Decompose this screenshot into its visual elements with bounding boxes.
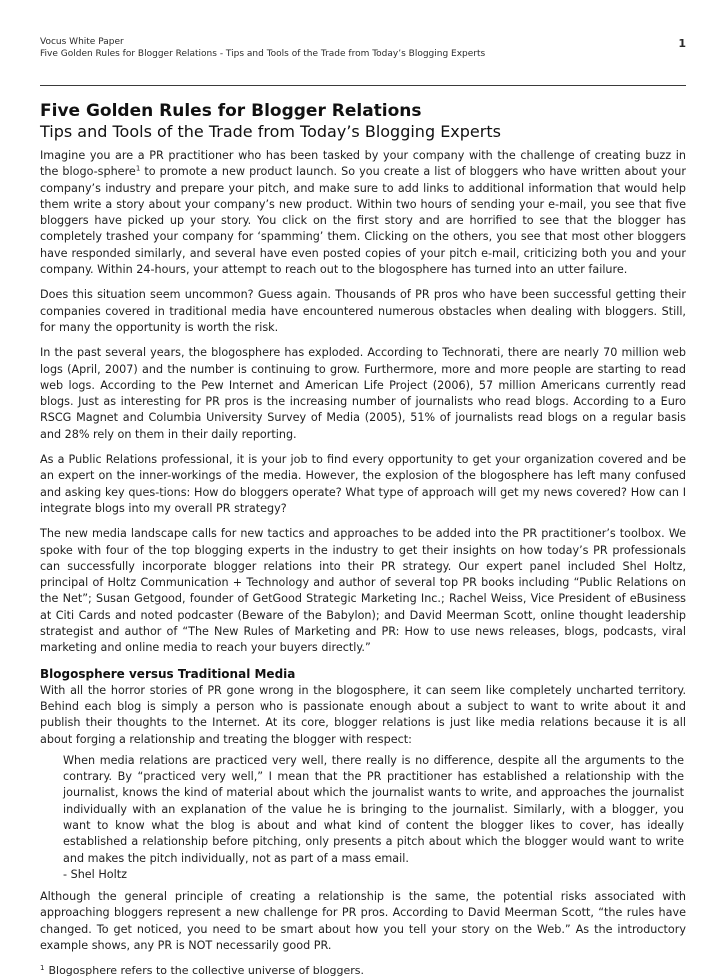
body-paragraph: The new media landscape calls for new tactics and approaches to be added into the PR practitioner’s toolbox. We spoke with four of the top blogging experts in the industry to get their insights on how today’s PR professionals can successfully incorporate blogger relations into their PR strategy. Our expert panel included Shel Holtz, principal of Holtz Communication + Technology and author of several top PR books including “Public Relations on the Net”; Susan Getgood, founder of GetGood Strategic Marketing Inc.; Rachel Weiss, Vice President of eBusiness at Citi Cards and noted podcaster (Beware of the Babylon); and David Meerman Scott, online thought leadership strategist and author of “The New Rules of Marketing and PR: How to use news releases, blogs, podcasts, viral marketing and online media to reach your buyers directly.”: [40, 527, 686, 655]
header-document-title: Five Golden Rules for Blogger Relations - Tips and Tools of the Trade from Today’s Blogging Experts: [40, 49, 486, 59]
intro-text-1: Imagine you are a PR practitioner who has been tasked by your company with the challenge of creating buzz in the blogo-sphere: [40, 149, 686, 179]
body-paragraph: As a Public Relations professional, it is your job to find every opportunity to get your organization covered and be an expert on the inner-workings of the media. However, the explosion of the blogosphere has left many confused and asking key ques-tions: How do bloggers operate? What type of approach will get my news covered? How can I integrate blogs into my overall PR strategy?: [40, 453, 686, 515]
header-publication: Vocus White Paper: [40, 37, 124, 47]
footnote-text: Blogosphere refers to the collective universe of bloggers.: [48, 964, 365, 978]
document-page: [40, 36, 686, 978]
intro-paragraph: [40, 148, 686, 278]
section-paragraph: With all the horror stories of PR gone wrong in the blogosphere, it can seem like completely uncharted territory. Behind each blog is simply a person who is passionate enough about a subject to want to write about it and publish their thoughts to the Internet. At its core, blogger relations is just like media relations because it is all about forging a relationship and treating the blogger with respect:: [40, 683, 686, 746]
footnote: [40, 963, 686, 978]
footnote-number: 1: [40, 963, 45, 972]
block-quote: [63, 753, 684, 883]
page-subtitle: Tips and Tools of the Trade from Today’s Blogging Experts: [40, 122, 501, 141]
body-paragraph: In the past several years, the blogosphere has exploded. According to Technorati, there are nearly 70 million web logs (April, 2007) and the number is continuing to grow. Furthermore, more and more people are starting to read web logs. According to the Pew Internet and American Life Project (2006), 57 million Americans currently read blogs. Just as interesting for PR pros is the increasing number of journalists who read blogs. According to a Euro RSCG Magnet and Columbia University Survey of Media (2005), 51% of journalists read blogs on a regular basis and 28% rely on them in their daily reporting.: [40, 346, 686, 441]
footnote-ref: 1: [135, 164, 141, 173]
closing-paragraph: Although the general principle of creating a relationship is the same, the potential risks associated with approaching bloggers represent a new challenge for PR pros. According to David Meerman Scott, “the rules have changed. To get noticed, you need to be smart about how you tell your story on the Web.” As the introductory example shows, any PR is NOT necessarily good PR.: [40, 890, 686, 953]
quote-text: When media relations are practiced very well, there really is no difference, despite all the arguments to the contrary. By “practiced very well,” I mean that the PR practitioner has established a relationship with the journalist, knows the kind of material about which the journalist wants to write, and approaches the journalist individually with an explanation of the value he is bringing to the journalist. Similarly, with a blogger, you want to know what the blog is about and what kind of content the blogger likes to cover, has ideally established a relationship before pitching, only presents a pitch about which the blogger would want to write and makes the pitch individually, not as part of a mass email.: [63, 753, 684, 865]
page-number: 1: [678, 37, 686, 50]
body-paragraph: Does this situation seem uncommon? Guess again. Thousands of PR pros who have been successful getting their companies covered in traditional media have encountered numerous obstacles when dealing with bloggers. Still, for many the opportunity is worth the risk.: [40, 288, 686, 334]
page-title: Five Golden Rules for Blogger Relations: [40, 101, 422, 121]
section-heading: Blogosphere versus Traditional Media: [40, 666, 296, 681]
header-rule: [40, 85, 686, 86]
intro-text-2: to promote a new product launch. So you create a list of bloggers who have written about your company’s industry and prepare your pitch, and make sure to add links to additional information that would help them write a story about your company’s new product. Within two hours of sending your e-mail, you see that five bloggers have picked up your story. You click on the first story and are horrified to see that the blogger has completely trashed your company for ‘spamming’ them. Clicking on the others, you see that most other bloggers have responded similarly, and several have even posted copies of your pitch e-mail, criticizing both you and your company. Within 24-hours, your attempt to reach out to the blogosphere has turned into an utter failure.: [40, 165, 686, 277]
running-header: [40, 36, 686, 60]
quote-attribution: - Shel Holtz: [63, 867, 127, 881]
